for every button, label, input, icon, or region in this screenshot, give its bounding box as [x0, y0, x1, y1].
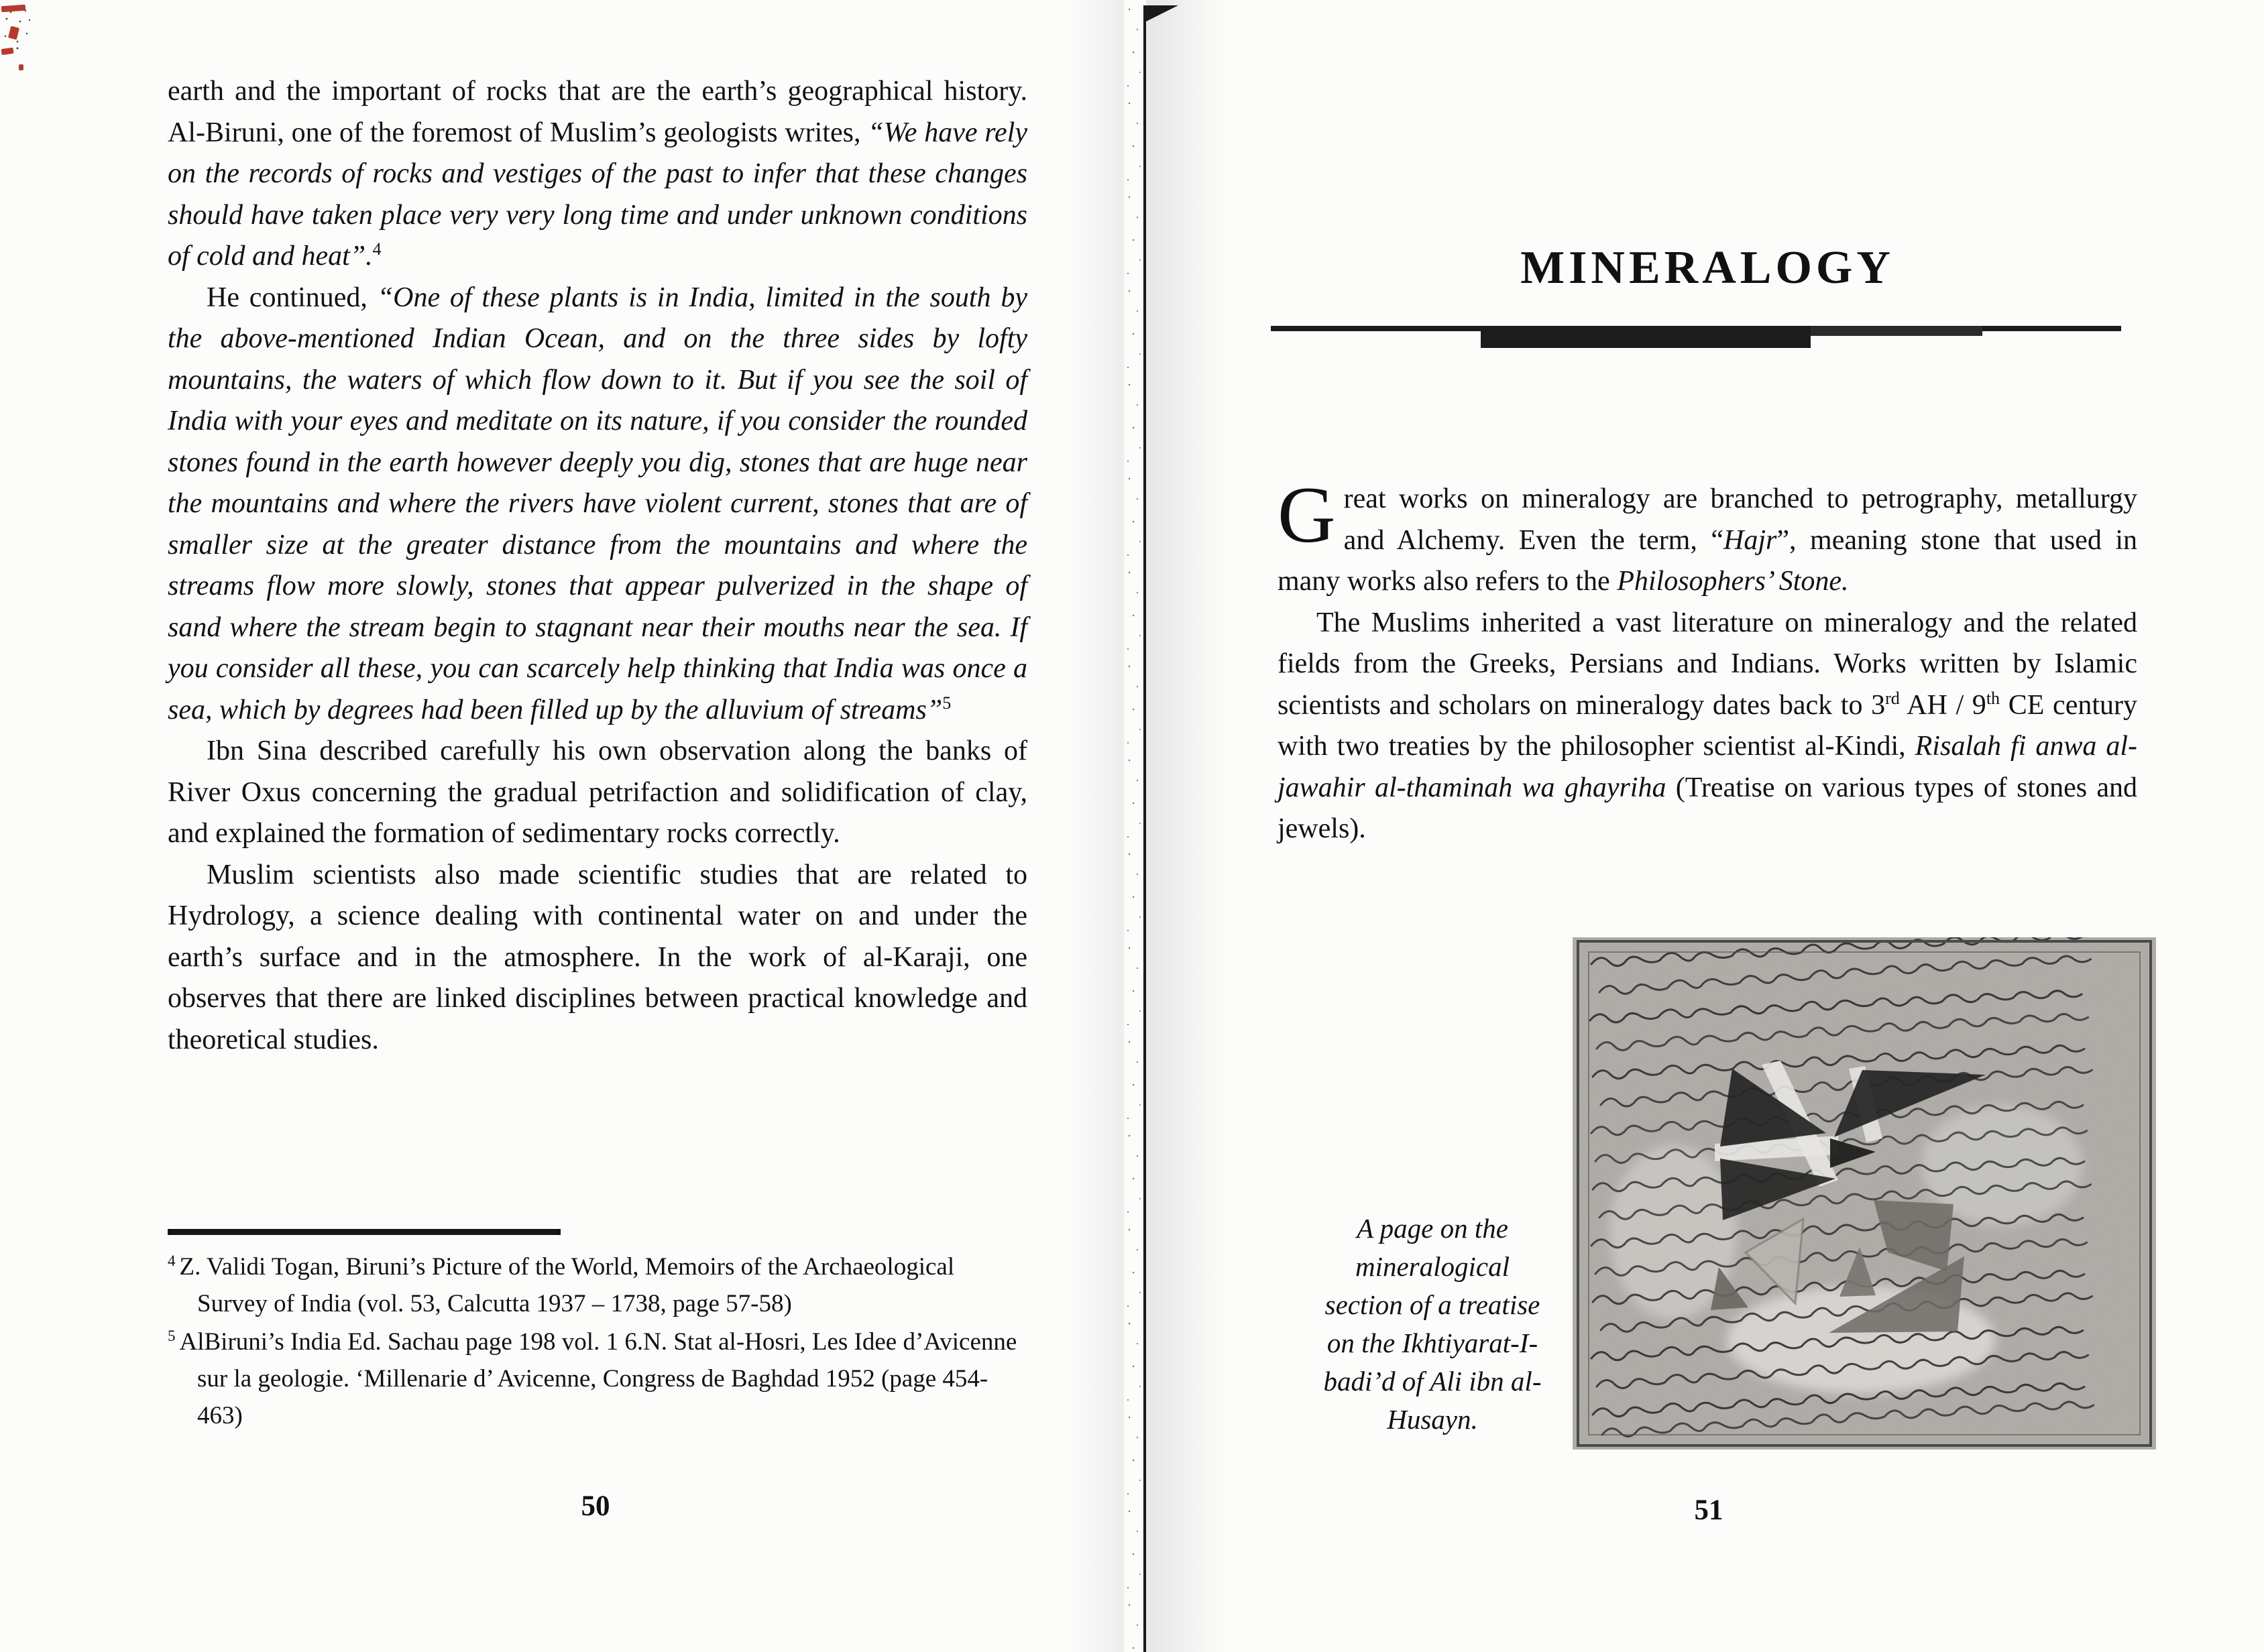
footnotes — [168, 1248, 1027, 1435]
caption-line: mineralogical — [1355, 1251, 1510, 1282]
gutter-speckle — [1124, 0, 1144, 1652]
paragraph — [168, 855, 1027, 1061]
book-spine-flare — [1143, 5, 1178, 23]
paragraph — [1278, 470, 2137, 603]
page-number: 50 — [581, 1490, 610, 1522]
paragraph — [168, 731, 1027, 855]
book-spine-line — [1143, 5, 1146, 1652]
body-text: Muslim scientists also made scientific studies that are related to Hydrology, a science dealing with continental water on and under the earth’s surface and in the atmosphere. In the work of al-Karaji, one observes that there are linked disciplines between practical knowledge and theoretical studies. — [168, 859, 1027, 1055]
manuscript-image — [1573, 937, 2156, 1450]
footnote: $^5$ AlBiruni’s India Ed. Sachau page 198 vol. 1 6.N. Stat al-Hosri, Les Idee d’Avicenne sur la geologie. ‘Millenarie d’ Avicenne, Congress de Baghdad 1952 (page 454-463) — [168, 1327, 1017, 1429]
caption-line: badi’d of Ali ibn al- — [1323, 1366, 1542, 1397]
italic-text: “We have rely on the records of rocks and vestiges of the past to infer that these changes should have taken place very very long time and under unknown conditions of cold and heat”. — [168, 117, 1027, 272]
page-number: 51 — [1694, 1494, 1723, 1526]
body-text: ”, meaning stone that used in many works also refers to the — [1278, 524, 2137, 597]
paragraph — [168, 278, 1027, 731]
body-text: He continued, — [207, 282, 378, 313]
italic-text: Risalah fi anwa al-jawahir al-thaminah wa ghayriha — [1278, 731, 2137, 803]
red-pen-mark — [19, 64, 23, 70]
caption-line: on the Ikhtiyarat-I- — [1326, 1328, 1538, 1358]
italic-text: “One of these plants is in India, limited in the south by the above-mentioned Indian Ocean, and on the three sides by lofty mountains, the waters of which flow down to it. But if you see the soil of India with your eyes and meditate on its nature, if you consider the rounded stones found in the earth however deeply you dig, stones that are huge near the mountains and where the rivers have violent current, stones that are of smaller size at the greater distance from the mountains and where the streams flow more slowly, stones that appear pulverized in the shape of sand where the stream begin to stagnant near their mouths near the sea. If you consider all these, you can scarcely help thinking that India was once a sea, which by degrees had been filled up by the alluvium of streams” — [168, 282, 1028, 725]
left-page-body-text — [168, 71, 1027, 1061]
italic-text: Philosophers’ Stone. — [1617, 566, 1849, 597]
body-text: CE century with two treaties by the philosopher scientist al-Kindi, — [1278, 689, 2137, 762]
body-text: AH / 9 — [1899, 689, 1986, 721]
chapter-title: MINERALOGY — [1520, 242, 1894, 294]
body-text: Ibn Sina described carefully his own observation along the banks of River Oxus concerning the gradual petrifaction and solidification of clay, and explained the formation of sedimentary rocks correctly. — [168, 735, 1027, 849]
footnote-marker: rd — [1885, 688, 1900, 708]
red-pen-mark — [1, 48, 13, 55]
caption-line: Husayn. — [1387, 1404, 1478, 1435]
footnote-marker: 5 — [942, 693, 952, 713]
footnote-separator-rule — [168, 1229, 561, 1235]
paragraph — [168, 71, 1027, 278]
italic-text: Hajr — [1723, 524, 1777, 556]
body-text: (Treatise on various types of stones and jewels). — [1278, 772, 2137, 844]
caption-line: section of a treatise — [1324, 1289, 1540, 1320]
gutter-shadow — [1070, 0, 1124, 1652]
caption-line: A page on the — [1357, 1213, 1508, 1244]
drop-cap: G — [1278, 470, 1336, 559]
body-text: earth and the important of rocks that are the earth’s geographical history. Al-Biruni, one of the foremost of Muslim’s geologists writes, — [168, 76, 1027, 148]
footnote: $^4$ Z. Validi Togan, Biruni’s Picture of the World, Memoirs of the Archaeological Survey of India (vol. 53, Calcutta 1937 – 1738, page 57-58) — [168, 1252, 955, 1317]
right-page-body-text — [1278, 470, 2137, 850]
footnote-number: 4 — [168, 1252, 176, 1269]
footnote-number: 5 — [168, 1327, 176, 1344]
body-text: The Muslims inherited a vast literature on mineralogy and the related fields from the Greeks, Persians and Indians. Works written by Islamic scientists and scholars on mineralogy dates back to 3 — [1278, 607, 2137, 721]
paragraph — [1278, 603, 2137, 850]
title-rule-thick-center — [1481, 328, 1811, 348]
figure-caption — [1273, 1210, 1592, 1439]
gutter-shadow — [1146, 0, 1227, 1652]
footnote-marker: 4 — [372, 239, 382, 259]
footnote-marker: th — [1986, 688, 2000, 708]
body-text: reat works on mineralogy are branched to petrography, metallurgy and Alchemy. Even the term, “ — [1343, 483, 2137, 556]
title-rule-medium — [1811, 326, 1982, 336]
